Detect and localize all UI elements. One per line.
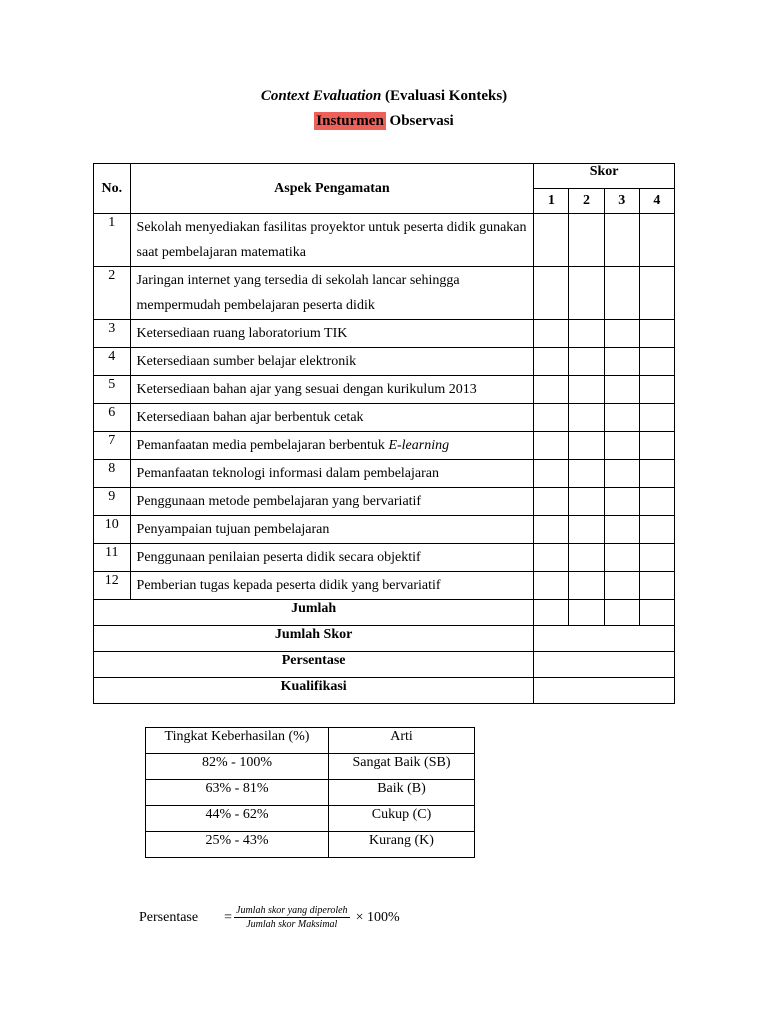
- score-cell[interactable]: [604, 267, 639, 320]
- qualification-row: [146, 754, 475, 780]
- score-cell[interactable]: [639, 214, 674, 267]
- score-cell[interactable]: [639, 432, 674, 460]
- subtitle-rest: Observasi: [385, 113, 454, 129]
- aspect-text: Jaringan internet yang tersedia di sekolah lancar sehingga mempermudah pembelajaran peserta didik: [136, 273, 460, 313]
- aspect-text: Ketersediaan sumber belajar elektronik: [136, 354, 357, 369]
- aspect-text: Ketersediaan bahan ajar berbentuk cetak: [136, 410, 364, 425]
- score-cell[interactable]: [534, 432, 569, 460]
- aspect-text: Penyampaian tujuan pembelajaran: [136, 522, 330, 537]
- row-number: 9: [94, 488, 131, 516]
- score-cell[interactable]: [569, 348, 604, 376]
- row-number: 7: [94, 432, 131, 460]
- row-aspect: [130, 516, 534, 544]
- qualification-meaning: Kurang (K): [329, 832, 475, 858]
- score-cell[interactable]: [639, 544, 674, 572]
- score-cell[interactable]: [604, 376, 639, 404]
- table-row: [94, 432, 675, 460]
- document-title: [0, 88, 768, 105]
- score-cell[interactable]: [639, 267, 674, 320]
- row-aspect: [130, 214, 534, 267]
- document-subtitle: [0, 113, 768, 130]
- score-cell[interactable]: [639, 320, 674, 348]
- qualification-meaning: Cukup (C): [329, 806, 475, 832]
- qualification-row: [146, 806, 475, 832]
- score-cell[interactable]: [534, 572, 569, 600]
- title-italic: Context Evaluation: [260, 88, 382, 104]
- score-cell[interactable]: [534, 516, 569, 544]
- qualification-header-row: [146, 728, 475, 754]
- row-number: 4: [94, 348, 131, 376]
- qualification-row: [146, 780, 475, 806]
- table-row: [94, 488, 675, 516]
- row-aspect: [130, 404, 534, 432]
- qualification-meaning: Sangat Baik (SB): [329, 754, 475, 780]
- summary-value-cell[interactable]: [534, 626, 675, 652]
- qualification-header-meaning: Arti: [329, 728, 475, 754]
- score-cell[interactable]: [604, 320, 639, 348]
- aspect-text: Pemanfaatan teknologi informasi dalam pembelajaran: [136, 466, 439, 481]
- score-cell[interactable]: [569, 404, 604, 432]
- qualification-meaning: Baik (B): [329, 780, 475, 806]
- score-cell[interactable]: [534, 460, 569, 488]
- row-aspect: [130, 544, 534, 572]
- table-row: [94, 214, 675, 267]
- aspect-italic-text: E-learning: [388, 438, 450, 453]
- percentage-formula: [139, 905, 400, 930]
- header-score: Skor: [534, 164, 675, 189]
- row-number: 1: [94, 214, 131, 267]
- table-row: [94, 320, 675, 348]
- row-number: 6: [94, 404, 131, 432]
- highlighted-word: Insturmen: [316, 113, 384, 129]
- summary-row-persentase: [94, 652, 675, 678]
- row-number: 12: [94, 572, 131, 600]
- formula-denominator: Jumlah skor Maksimal: [246, 919, 338, 930]
- score-cell[interactable]: [604, 348, 639, 376]
- aspect-text: Penggunaan metode pembelajaran yang bervariatif: [136, 494, 422, 509]
- row-aspect: [130, 572, 534, 600]
- row-number: 11: [94, 544, 131, 572]
- aspect-text: Ketersediaan ruang laboratorium TIK: [136, 326, 348, 341]
- score-cell[interactable]: [534, 348, 569, 376]
- aspect-text: Pemanfaatan media pembelajaran berbentuk: [136, 438, 389, 453]
- observation-table: [93, 163, 675, 704]
- row-aspect: [130, 432, 534, 460]
- score-cell[interactable]: [534, 600, 569, 626]
- row-number: 3: [94, 320, 131, 348]
- score-cell[interactable]: [639, 572, 674, 600]
- summary-label: Jumlah Skor: [94, 626, 534, 652]
- score-cell[interactable]: [534, 214, 569, 267]
- qualification-range: 63% - 81%: [146, 780, 329, 806]
- table-row: [94, 404, 675, 432]
- table-row: [94, 544, 675, 572]
- formula-numerator: Jumlah skor yang diperoleh: [236, 905, 348, 916]
- table-row: [94, 376, 675, 404]
- score-cell[interactable]: [569, 320, 604, 348]
- formula-equals: =: [224, 909, 232, 925]
- score-cell[interactable]: [639, 348, 674, 376]
- score-cell[interactable]: [534, 544, 569, 572]
- header-row: [94, 164, 675, 189]
- score-cell[interactable]: [569, 516, 604, 544]
- score-cell[interactable]: [569, 572, 604, 600]
- score-cell[interactable]: [569, 600, 604, 626]
- title-rest: (Evaluasi Konteks): [381, 88, 508, 104]
- score-cell[interactable]: [604, 460, 639, 488]
- aspect-text: Sekolah menyediakan fasilitas proyektor untuk peserta didik gunakan saat pembelajaran matematika: [136, 220, 527, 260]
- table-row: [94, 348, 675, 376]
- score-cell[interactable]: [569, 488, 604, 516]
- formula-label: Persentase: [139, 909, 199, 925]
- aspect-text: Pemberian tugas kepada peserta didik yang bervariatif: [136, 578, 441, 593]
- score-col-2: 2: [569, 189, 604, 214]
- score-col-3: 3: [604, 189, 639, 214]
- header-no: No.: [94, 164, 131, 214]
- score-cell[interactable]: [604, 432, 639, 460]
- row-aspect: [130, 376, 534, 404]
- summary-label: Kualifikasi: [94, 678, 534, 704]
- qualification-table: [145, 727, 475, 858]
- qualification-range: 25% - 43%: [146, 832, 329, 858]
- score-col-4: 4: [639, 189, 674, 214]
- table-row: [94, 516, 675, 544]
- summary-label: Jumlah: [94, 600, 534, 626]
- aspect-text: Ketersediaan bahan ajar yang sesuai dengan kurikulum 2013: [136, 382, 477, 397]
- aspect-text: Penggunaan penilaian peserta didik secara objektif: [136, 550, 421, 565]
- score-cell[interactable]: [639, 516, 674, 544]
- score-cell[interactable]: [569, 544, 604, 572]
- table-row: [94, 460, 675, 488]
- score-cell[interactable]: [534, 376, 569, 404]
- summary-value-cell[interactable]: [534, 652, 675, 678]
- score-cell[interactable]: [604, 572, 639, 600]
- row-aspect: [130, 267, 534, 320]
- score-cell[interactable]: [569, 460, 604, 488]
- score-cell[interactable]: [639, 460, 674, 488]
- summary-row-jumlah-skor: [94, 626, 675, 652]
- formula-fraction: [234, 905, 350, 930]
- score-col-1: 1: [534, 189, 569, 214]
- row-number: 2: [94, 267, 131, 320]
- score-cell[interactable]: [604, 488, 639, 516]
- score-cell[interactable]: [569, 376, 604, 404]
- qualification-range: 82% - 100%: [146, 754, 329, 780]
- score-cell[interactable]: [604, 214, 639, 267]
- score-cell[interactable]: [534, 320, 569, 348]
- row-number: 10: [94, 516, 131, 544]
- score-cell[interactable]: [639, 600, 674, 626]
- score-cell[interactable]: [639, 488, 674, 516]
- score-cell[interactable]: [604, 544, 639, 572]
- row-aspect: [130, 348, 534, 376]
- score-cell[interactable]: [569, 267, 604, 320]
- summary-value-cell[interactable]: [534, 678, 675, 704]
- score-cell[interactable]: [604, 404, 639, 432]
- score-cell[interactable]: [569, 432, 604, 460]
- formula-multiplier: × 100%: [355, 909, 400, 925]
- summary-row-kualifikasi: [94, 678, 675, 704]
- summary-label: Persentase: [94, 652, 534, 678]
- score-cell[interactable]: [639, 404, 674, 432]
- qualification-row: [146, 832, 475, 858]
- score-cell[interactable]: [569, 214, 604, 267]
- qualification-range: 44% - 62%: [146, 806, 329, 832]
- score-cell[interactable]: [534, 488, 569, 516]
- score-cell[interactable]: [534, 267, 569, 320]
- table-row: [94, 572, 675, 600]
- score-cell[interactable]: [604, 516, 639, 544]
- row-aspect: [130, 460, 534, 488]
- row-aspect: [130, 488, 534, 516]
- qualification-header-range: Tingkat Keberhasilan (%): [146, 728, 329, 754]
- score-cell[interactable]: [534, 404, 569, 432]
- score-cell[interactable]: [639, 376, 674, 404]
- row-number: 8: [94, 460, 131, 488]
- row-aspect: [130, 320, 534, 348]
- table-row: [94, 267, 675, 320]
- row-number: 5: [94, 376, 131, 404]
- header-aspect: Aspek Pengamatan: [130, 164, 534, 214]
- summary-row-jumlah: [94, 600, 675, 626]
- score-cell[interactable]: [604, 600, 639, 626]
